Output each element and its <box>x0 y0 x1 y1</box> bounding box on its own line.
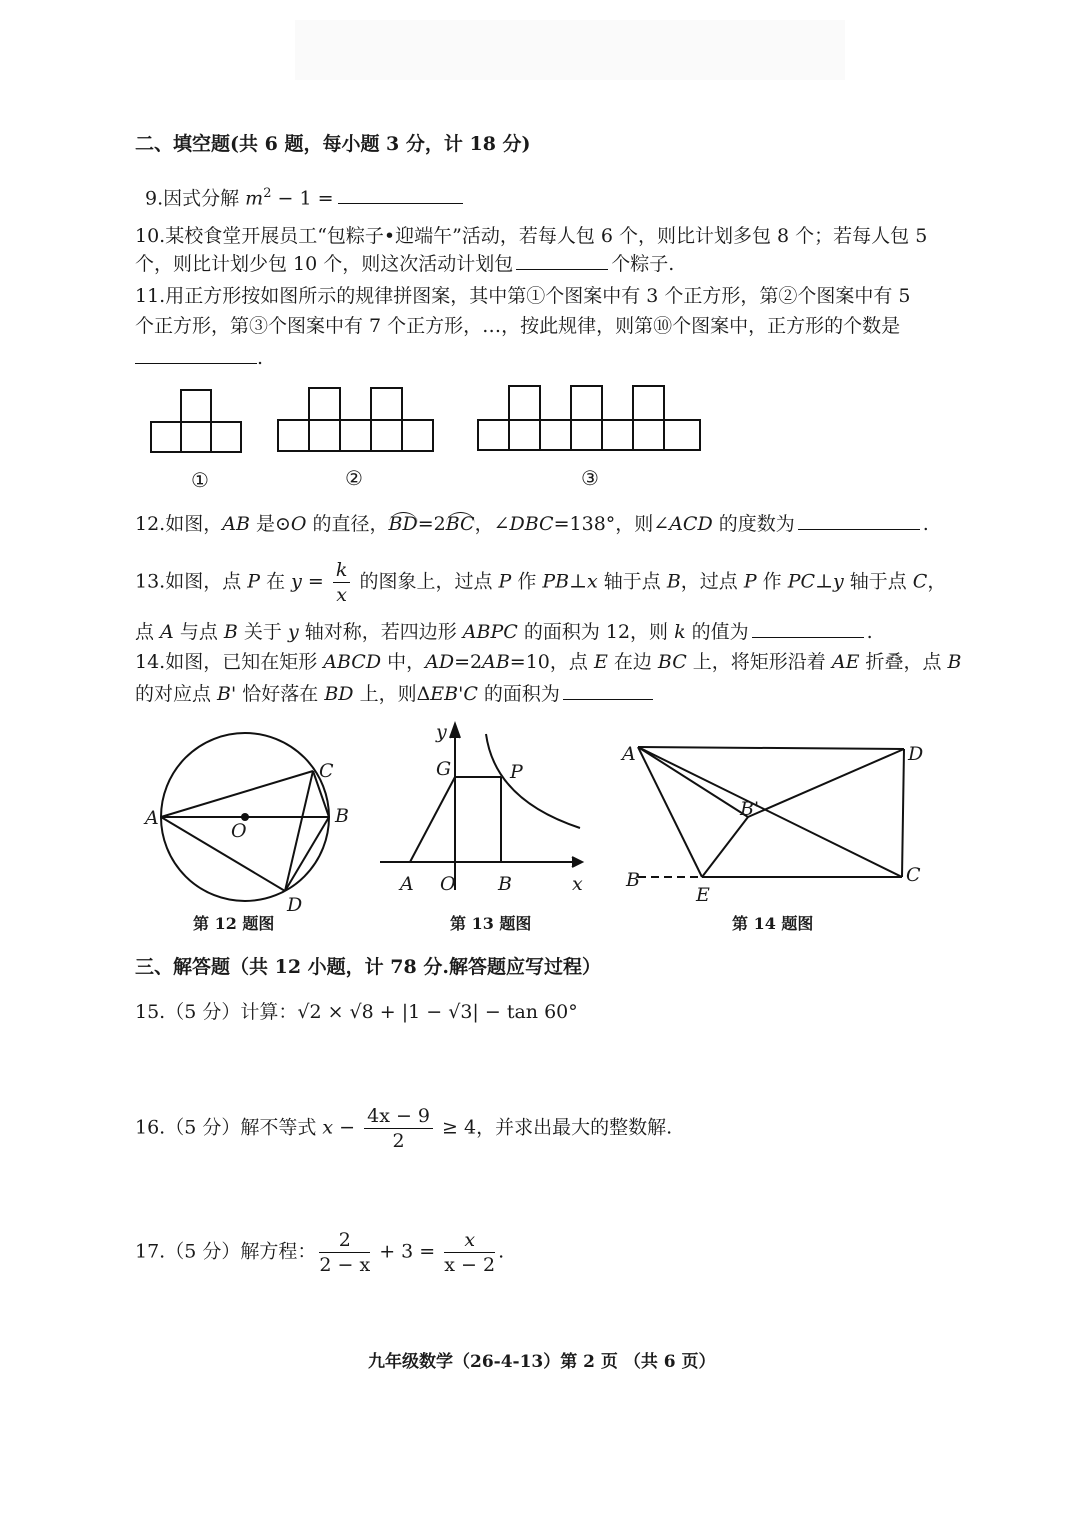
segment-eb <box>702 817 748 877</box>
q13-k2: k <box>674 621 686 643</box>
q13-y: y <box>291 570 302 593</box>
q14-ae: AE <box>831 651 860 673</box>
label-E: E <box>696 884 710 906</box>
figure-14 <box>620 735 940 905</box>
q14-e: E <box>593 651 608 673</box>
q12-acd: ACD <box>669 513 713 535</box>
q13-pb: PB <box>542 570 570 593</box>
question-14-line1 <box>135 648 962 676</box>
q17-num2: x <box>444 1228 495 1253</box>
x-arrow <box>572 857 582 867</box>
label-O: O <box>440 873 456 895</box>
q12-text-f: 的度数为 <box>712 513 795 535</box>
q12-arc-bd: BD <box>388 513 418 535</box>
q9-var: m <box>245 187 264 210</box>
scan-smudge <box>295 20 845 80</box>
q13-text-d: 作 <box>511 570 543 593</box>
label-G: G <box>436 758 452 780</box>
q13-fraction <box>333 558 351 607</box>
question-14-line2 <box>135 680 653 708</box>
question-17 <box>135 1228 504 1277</box>
label-y: y <box>436 721 447 743</box>
q17-mid: + 3 = <box>373 1240 442 1263</box>
q13-l2-c: 关于 <box>237 621 288 643</box>
q14-bd: BD <box>324 683 354 705</box>
caption-fig14: 第 14 题图 <box>732 914 814 933</box>
q12-dbc: DBC <box>509 513 554 535</box>
square-patterns <box>0 380 1080 500</box>
section2-title: 二、填空题(共 6 题，每小题 3 分，计 18 分) <box>135 133 531 155</box>
q13-l2-b: 与点 <box>173 621 224 643</box>
q14-text-d: =10，点 <box>509 651 594 673</box>
q12-arc-bc: BC <box>445 513 475 535</box>
q14-text-f: 上，将矩形沿着 <box>686 651 832 673</box>
q14-text: 14.如图，已知在矩形 <box>135 651 324 673</box>
label-P: P <box>510 761 523 783</box>
q13-end: . <box>866 621 873 643</box>
q13-c: C <box>912 570 928 593</box>
side-dc <box>902 749 904 877</box>
q13-l2-e: 的面积为 12，则 <box>517 621 675 643</box>
q13-a: A <box>160 621 174 643</box>
q14-bc: BC <box>657 651 687 673</box>
q11-line3 <box>135 344 263 372</box>
pattern-label-2: ② <box>345 466 363 490</box>
q12-ab: AB <box>222 513 250 535</box>
label-O: O <box>231 820 247 842</box>
pattern-label-1: ① <box>191 468 209 492</box>
caption-fig12: 第 12 题图 <box>193 914 275 933</box>
q13-l2-f: 的值为 <box>685 621 749 643</box>
label-A: A <box>622 743 636 765</box>
q16-rhs: ≥ 4 <box>436 1116 477 1139</box>
q12-text: 12.如图， <box>135 513 223 535</box>
q13-text-b: 在 <box>260 570 292 593</box>
question-13-line1 <box>135 558 946 607</box>
label-B: B <box>626 869 640 891</box>
q14-text-b: 中， <box>381 651 426 673</box>
q11-line1: 11.用正方形按如图所示的规律拼图案，其中第①个图案中有 3 个正方形，第②个图案中有 5 <box>135 285 911 307</box>
answer-blank-14[interactable] <box>563 681 653 700</box>
q13-frac-num: k <box>333 558 351 583</box>
q12-eq: =2 <box>417 513 446 535</box>
segment-bd <box>748 749 904 817</box>
q13-text-h: 轴于点 <box>843 570 913 593</box>
q14-text-e: 在边 <box>607 651 658 673</box>
q12-o: O <box>290 513 307 535</box>
answer-blank-12[interactable] <box>798 511 920 530</box>
q12-text-c: 的直径， <box>306 513 389 535</box>
q13-text-i: ， <box>927 570 947 593</box>
q10-line2 <box>135 250 674 278</box>
q14-b: B <box>947 651 962 673</box>
q16-label: 16.（5 分）解不等式 <box>135 1116 323 1139</box>
segment-ad <box>161 817 285 891</box>
caption-fig13: 第 13 题图 <box>450 914 532 933</box>
label-B: B <box>335 805 349 827</box>
label-C: C <box>319 760 334 782</box>
q13-abpc: ABPC <box>462 621 518 643</box>
answer-blank-11[interactable] <box>135 345 257 364</box>
q13-frac-den: x <box>336 584 347 606</box>
q17-fraction-1 <box>319 1228 370 1277</box>
label-D: D <box>287 894 303 916</box>
q13-y-axis: y <box>832 570 844 593</box>
q15-label: 15.（5 分）计算： <box>135 1001 298 1023</box>
q17-fraction-2 <box>444 1228 495 1277</box>
q9-exp: 2 <box>263 186 272 201</box>
q9-text: 9.因式分解 <box>145 187 246 210</box>
q14-l2-c: 上，则Δ <box>353 683 431 705</box>
label-x: x <box>572 873 583 895</box>
page-footer: 九年级数学（26-4-13）第 2 页 （共 6 页） <box>368 1352 716 1372</box>
q14-abcd: ABCD <box>323 651 382 673</box>
q17-end: . <box>498 1240 505 1263</box>
q13-perp: ⊥ <box>569 570 588 593</box>
segment-ac <box>161 771 313 817</box>
label-A: A <box>145 807 159 829</box>
label-A: A <box>400 873 414 895</box>
q11-line3-end: . <box>257 347 264 369</box>
q13-text-g: ，过点 <box>680 570 744 593</box>
q9-tail: − 1 = <box>271 187 334 210</box>
label-B: B <box>498 873 512 895</box>
q13-b: B <box>666 570 681 593</box>
q14-ebc: EB'C <box>430 683 478 705</box>
q13-l2-text: 点 <box>135 621 161 643</box>
q14-text-c: =2 <box>454 651 483 673</box>
q17-den2: x − 2 <box>444 1254 496 1276</box>
side-ad <box>638 747 904 749</box>
q13-text: 13.如图，点 <box>135 570 248 593</box>
label-D: D <box>908 743 924 765</box>
y-arrow <box>450 724 460 738</box>
question-16 <box>135 1104 672 1153</box>
section3-title: 三、解答题（共 12 小题，计 78 分.解答题应写过程） <box>135 956 601 978</box>
q11-line2: 个正方形，第③个图案中有 7 个正方形，…，按此规律，则第⑩个图案中，正方形的个数是 <box>135 315 901 337</box>
q10-line2-end: 个粽子. <box>611 253 675 275</box>
square <box>151 422 181 452</box>
q14-l2-b: 恰好落在 <box>236 683 325 705</box>
q14-l2-text: 的对应点 <box>135 683 218 705</box>
answer-blank-9[interactable] <box>338 185 463 204</box>
q14-ad: AD <box>425 651 455 673</box>
q13-l2-d: 轴对称，若四边形 <box>298 621 463 643</box>
q13-x-axis: x <box>587 570 598 593</box>
q13-b2: B <box>223 621 238 643</box>
segment-ag <box>410 777 455 862</box>
question-9 <box>145 180 463 212</box>
q13-p: P <box>247 570 261 593</box>
segment-bd <box>285 817 329 891</box>
q13-perp2: ⊥ <box>815 570 833 593</box>
answer-blank-10[interactable] <box>516 251 608 270</box>
q13-pc: PC <box>787 570 816 593</box>
q14-bp: B' <box>217 683 237 705</box>
q10-line1: 10.某校食堂开展员工“包粽子•迎端午”活动，若每人包 6 个，则比计划多包 8 个；若每人包 5 <box>135 225 928 247</box>
q15-expression: √2 × √8 + |1 − √3| − tan 60° <box>297 1001 578 1023</box>
question-15 <box>135 998 578 1026</box>
q17-num1: 2 <box>319 1228 370 1253</box>
q17-label: 17.（5 分）解方程： <box>135 1240 317 1263</box>
q13-eq: = <box>301 570 330 593</box>
q17-den1: 2 − x <box>319 1254 371 1276</box>
q13-text-c: 的图象上，过点 <box>353 570 499 593</box>
q14-ab: AB <box>482 651 510 673</box>
figure-12 <box>145 725 349 925</box>
q16-den: 2 <box>392 1130 405 1152</box>
q12-end: . <box>922 513 929 535</box>
q13-p3: P <box>743 570 757 593</box>
q12-text-e: =138°，则∠ <box>553 513 670 535</box>
q16-minus: − <box>333 1116 362 1139</box>
q13-p2: P <box>498 570 512 593</box>
square <box>211 422 241 452</box>
q16-x: x <box>322 1116 334 1139</box>
pattern-label-3: ③ <box>581 466 599 490</box>
q14-l2-d: 的面积为 <box>477 683 560 705</box>
label-B-prime: B' <box>740 798 760 820</box>
answer-blank-13[interactable] <box>752 619 864 638</box>
figure-13 <box>380 720 600 910</box>
q16-text: ，并求出最大的整数解. <box>476 1116 673 1139</box>
q13-text-d2: 作 <box>756 570 788 593</box>
q10-line2-text: 个，则比计划少包 10 个，则这次活动计划包 <box>135 253 514 275</box>
question-12 <box>135 510 929 538</box>
square <box>181 390 211 422</box>
q13-y2: y <box>287 621 299 643</box>
q13-text-f: 轴于点 <box>597 570 667 593</box>
label-C: C <box>906 864 921 886</box>
q12-text-b: 是⊙ <box>249 513 291 535</box>
q16-num: 4x − 9 <box>364 1104 433 1129</box>
q14-text-g: 折叠，点 <box>859 651 948 673</box>
q16-fraction <box>364 1104 433 1153</box>
q12-text-d: ，∠ <box>474 513 510 535</box>
question-13-line2 <box>135 618 873 646</box>
